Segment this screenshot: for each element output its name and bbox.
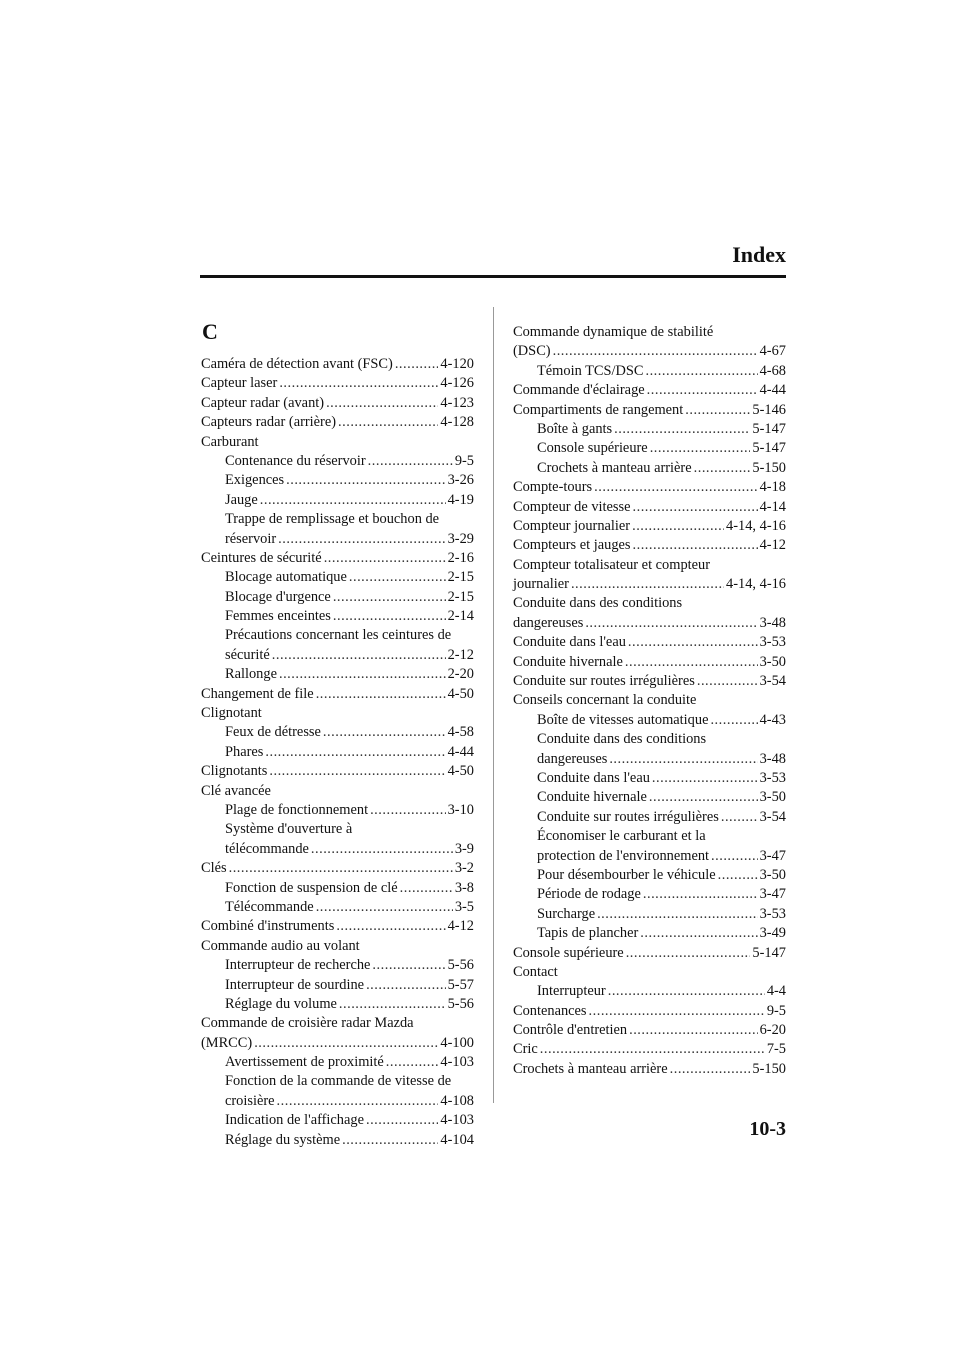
index-entry bbox=[513, 827, 786, 846]
index-entry bbox=[201, 723, 474, 742]
index-entry-text: Télécommande bbox=[225, 898, 314, 915]
index-entry-text: Interrupteur de recherche bbox=[225, 957, 371, 974]
dot-leader bbox=[594, 478, 757, 497]
index-entry-page: 3-53 bbox=[759, 905, 786, 922]
index-entry-page: 4-14 bbox=[759, 498, 786, 515]
index-entry-page: 2-20 bbox=[447, 666, 474, 683]
index-entry-page: 3-53 bbox=[759, 634, 786, 651]
dot-leader bbox=[311, 840, 453, 859]
dot-leader bbox=[323, 723, 446, 742]
dot-leader bbox=[670, 1060, 751, 1079]
index-entry-page: 5-147 bbox=[752, 440, 786, 457]
index-entry-text: protection de l'environnement bbox=[537, 847, 710, 864]
dot-leader bbox=[626, 944, 751, 963]
index-entry-page: 5-150 bbox=[752, 1060, 786, 1077]
dot-leader bbox=[608, 982, 765, 1001]
index-entry bbox=[513, 1060, 786, 1079]
index-entry-text: Précautions concernant les ceintures de bbox=[225, 627, 452, 644]
index-entry-text: Compteur journalier bbox=[513, 517, 631, 534]
index-entry bbox=[201, 704, 474, 723]
dot-leader bbox=[333, 607, 446, 626]
index-entry-page: 3-5 bbox=[454, 898, 474, 915]
dot-leader bbox=[339, 995, 446, 1014]
dot-leader bbox=[553, 342, 758, 361]
index-entry-page: 3-53 bbox=[759, 769, 786, 786]
index-entry bbox=[201, 530, 474, 549]
index-entry-text: Conduite hivernale bbox=[513, 653, 623, 670]
dot-leader bbox=[585, 614, 757, 633]
dot-leader bbox=[316, 898, 453, 917]
dot-leader bbox=[633, 498, 758, 517]
index-entry-text: (MRCC) bbox=[201, 1034, 253, 1051]
index-entry bbox=[513, 672, 786, 691]
index-entry bbox=[201, 1131, 474, 1150]
dot-leader bbox=[697, 672, 758, 691]
index-entry-page: 5-56 bbox=[447, 995, 474, 1012]
index-entry-text: Boîte à gants bbox=[537, 420, 613, 437]
index-entry-text: croisière bbox=[225, 1092, 275, 1109]
dot-leader bbox=[652, 769, 758, 788]
index-entry-page: 4-103 bbox=[440, 1112, 474, 1129]
index-entry-page: 5-56 bbox=[447, 957, 474, 974]
index-entry bbox=[201, 956, 474, 975]
index-entry-text: Console supérieure bbox=[537, 440, 648, 457]
index-entry-page: 2-14 bbox=[447, 608, 474, 625]
index-entry bbox=[201, 588, 474, 607]
index-entry bbox=[513, 1002, 786, 1021]
index-entry-text: Fonction de suspension de clé bbox=[225, 879, 398, 896]
index-entry-text: Réglage du volume bbox=[225, 995, 337, 1012]
index-entry-text: Clés bbox=[201, 860, 227, 877]
index-entry bbox=[513, 788, 786, 807]
index-entry-text: Crochets à manteau arrière bbox=[537, 459, 692, 476]
index-entry-text: Rallonge bbox=[225, 666, 277, 683]
index-entry-page: 3-54 bbox=[759, 808, 786, 825]
index-entry-page: 2-12 bbox=[447, 646, 474, 663]
index-entry-page: 4-4 bbox=[766, 983, 786, 1000]
dot-leader bbox=[279, 665, 446, 684]
dot-leader bbox=[721, 808, 758, 827]
index-entry bbox=[513, 517, 786, 536]
index-entry-page: 6-20 bbox=[759, 1022, 786, 1039]
dot-leader bbox=[625, 653, 758, 672]
index-entry-text: Pour désembourber le véhicule bbox=[537, 866, 716, 883]
dot-leader bbox=[633, 536, 758, 555]
index-entry-text: Tapis de plancher bbox=[537, 925, 639, 942]
index-entry-page: 4-68 bbox=[759, 362, 786, 379]
index-entry bbox=[201, 355, 474, 374]
index-entry-text: Caméra de détection avant (FSC) bbox=[201, 356, 393, 372]
index-entry bbox=[201, 626, 474, 645]
dot-leader bbox=[272, 646, 446, 665]
index-entry-page: 4-123 bbox=[440, 394, 474, 411]
index-entry-text: Cric bbox=[513, 1041, 538, 1058]
index-entry-page: 3-50 bbox=[759, 789, 786, 806]
dot-leader bbox=[265, 743, 445, 762]
index-entry-text: Blocage automatique bbox=[225, 569, 347, 586]
index-entry-text: Trappe de remplissage et bouchon de bbox=[225, 511, 440, 528]
dot-leader bbox=[628, 633, 758, 652]
index-entry-page: 4-120 bbox=[440, 356, 474, 372]
index-entry-text: Ceintures de sécurité bbox=[201, 549, 322, 566]
index-entry-page: 3-49 bbox=[759, 925, 786, 942]
dot-leader bbox=[640, 924, 757, 943]
index-entry bbox=[513, 401, 786, 420]
index-entry bbox=[513, 905, 786, 924]
index-entry-text: Contenance du réservoir bbox=[225, 452, 366, 469]
index-entry bbox=[201, 1111, 474, 1130]
index-entry bbox=[513, 653, 786, 672]
index-entry bbox=[513, 439, 786, 458]
index-entry-text: Combiné d'instruments bbox=[201, 918, 335, 935]
dot-leader bbox=[229, 859, 453, 878]
dot-leader bbox=[316, 685, 446, 704]
index-entry-page: 9-5 bbox=[454, 452, 474, 469]
index-entry bbox=[513, 808, 786, 827]
index-entry-page: 4-103 bbox=[440, 1054, 474, 1071]
index-entry bbox=[513, 750, 786, 769]
index-entry bbox=[513, 944, 786, 963]
dot-leader bbox=[650, 439, 751, 458]
index-entry-text: (DSC) bbox=[513, 343, 551, 360]
index-entry-text: Conduite dans des conditions bbox=[513, 595, 683, 612]
index-entry bbox=[513, 478, 786, 497]
index-entry bbox=[201, 995, 474, 1014]
index-entry-page: 4-104 bbox=[440, 1131, 474, 1148]
index-entry bbox=[513, 362, 786, 381]
index-entry-text: Système d'ouverture à bbox=[225, 821, 353, 838]
index-entry bbox=[513, 711, 786, 730]
index-entry-text: Console supérieure bbox=[513, 944, 624, 961]
index-entry-text: Capteurs radar (arrière) bbox=[201, 414, 337, 431]
index-entry-text: Réglage du système bbox=[225, 1131, 341, 1148]
index-entry-text: réservoir bbox=[225, 530, 277, 547]
dot-leader bbox=[629, 1021, 758, 1040]
index-entry-page: 4-43 bbox=[759, 711, 786, 728]
dot-leader bbox=[342, 1131, 438, 1150]
index-entry bbox=[201, 1014, 474, 1033]
index-entry-text: télécommande bbox=[225, 840, 309, 857]
index-entry bbox=[513, 1021, 786, 1040]
index-entry-page: 2-15 bbox=[447, 569, 474, 586]
header-rule bbox=[200, 275, 786, 278]
index-entry bbox=[513, 691, 786, 710]
dot-leader bbox=[338, 413, 438, 432]
index-entry-page: 4-108 bbox=[440, 1092, 474, 1109]
dot-leader bbox=[589, 1002, 765, 1021]
index-entry bbox=[201, 510, 474, 529]
index-entry-text: Compteurs et jauges bbox=[513, 537, 631, 554]
dot-leader bbox=[279, 374, 438, 393]
index-entry-text: Exigences bbox=[225, 472, 285, 489]
index-entry-text: Conduite sur routes irrégulières bbox=[537, 808, 719, 825]
section-letter: C bbox=[202, 319, 218, 344]
dot-leader bbox=[643, 885, 758, 904]
dot-leader bbox=[540, 1040, 765, 1059]
index-entry-text: Conduite dans l'eau bbox=[537, 769, 650, 786]
index-entry bbox=[201, 665, 474, 684]
index-entry-text: Conduite sur routes irrégulières bbox=[513, 673, 695, 690]
index-entry-page: 5-150 bbox=[752, 459, 786, 476]
index-entry-page: 3-8 bbox=[454, 879, 474, 896]
index-entry bbox=[201, 898, 474, 917]
index-entry bbox=[201, 879, 474, 898]
dot-leader bbox=[386, 1053, 439, 1072]
index-entry bbox=[201, 491, 474, 510]
dot-leader bbox=[718, 866, 758, 885]
index-entry bbox=[513, 420, 786, 439]
index-entry-page: 4-14, 4-16 bbox=[726, 517, 786, 534]
index-entry-text: Compartiments de rangement bbox=[513, 401, 684, 418]
index-entry bbox=[201, 1072, 474, 1091]
index-entry-text: Clignotant bbox=[201, 705, 262, 722]
index-entry bbox=[201, 762, 474, 781]
dot-leader bbox=[333, 588, 446, 607]
dot-leader bbox=[260, 491, 446, 510]
index-entry bbox=[513, 594, 786, 613]
index-entry-page: 5-146 bbox=[752, 401, 786, 418]
index-entry-text: Clignotants bbox=[201, 763, 268, 780]
index-entry bbox=[201, 568, 474, 587]
dot-leader bbox=[647, 381, 758, 400]
index-entry-text: Interrupteur bbox=[537, 983, 606, 1000]
index-entry-page: 4-14, 4-16 bbox=[726, 576, 786, 593]
index-entry-page: 3-50 bbox=[759, 653, 786, 670]
index-entry-page: 3-48 bbox=[759, 614, 786, 631]
index-entry bbox=[201, 413, 474, 432]
index-entry-page: 4-50 bbox=[447, 685, 474, 702]
index-entry bbox=[513, 536, 786, 555]
dot-leader bbox=[645, 362, 757, 381]
index-entry bbox=[201, 976, 474, 995]
index-entry bbox=[201, 917, 474, 936]
index-entry bbox=[513, 1040, 786, 1059]
index-entry bbox=[513, 730, 786, 749]
index-entry-page: 3-26 bbox=[447, 472, 474, 489]
index-column-right bbox=[513, 323, 786, 1079]
index-entry bbox=[201, 840, 474, 859]
index-entry-text: Femmes enceintes bbox=[225, 608, 331, 625]
dot-leader bbox=[370, 801, 446, 820]
index-entry-text: Phares bbox=[225, 743, 264, 760]
index-entry-text: Compteur totalisateur et compteur bbox=[513, 556, 711, 573]
index-entry bbox=[513, 459, 786, 478]
dot-leader bbox=[614, 420, 750, 439]
index-entry bbox=[201, 471, 474, 490]
index-entry bbox=[201, 433, 474, 452]
index-entry-page: 3-2 bbox=[454, 860, 474, 877]
index-entry-page: 7-5 bbox=[766, 1041, 786, 1058]
dot-leader bbox=[609, 750, 757, 769]
index-column-left bbox=[201, 355, 474, 1150]
dot-leader bbox=[254, 1034, 438, 1053]
index-entry-page: 5-147 bbox=[752, 420, 786, 437]
index-entry bbox=[513, 866, 786, 885]
index-entry-text: Fonction de la commande de vitesse de bbox=[225, 1073, 452, 1090]
dot-leader bbox=[649, 788, 758, 807]
index-entry-page: 5-57 bbox=[447, 976, 474, 993]
index-entry-page: 4-67 bbox=[759, 343, 786, 360]
index-entry-page: 4-44 bbox=[759, 382, 786, 399]
index-entry-page: 3-10 bbox=[447, 801, 474, 818]
index-entry-text: Plage de fonctionnement bbox=[225, 801, 369, 818]
index-entry bbox=[201, 394, 474, 413]
page-number: 10-3 bbox=[749, 1118, 786, 1140]
index-entry-page: 4-18 bbox=[759, 479, 786, 496]
index-entry-text: Jauge bbox=[225, 491, 258, 508]
dot-leader bbox=[286, 471, 445, 490]
index-entry-text: Contact bbox=[513, 963, 558, 980]
index-entry bbox=[513, 885, 786, 904]
index-entry bbox=[201, 685, 474, 704]
index-entry-page: 4-12 bbox=[447, 918, 474, 935]
page-header-title: Index bbox=[732, 242, 786, 267]
index-entry-page: 4-126 bbox=[440, 375, 474, 392]
index-entry-page: 4-12 bbox=[759, 537, 786, 554]
index-entry bbox=[513, 769, 786, 788]
index-entry bbox=[513, 575, 786, 594]
index-entry bbox=[201, 374, 474, 393]
index-entry-text: Indication de l'affichage bbox=[225, 1112, 364, 1129]
index-entry-page: 3-29 bbox=[447, 530, 474, 547]
dot-leader bbox=[710, 711, 757, 730]
column-divider bbox=[493, 307, 494, 1103]
index-entry-text: Économiser le carburant et la bbox=[537, 828, 706, 845]
index-entry-text: Compteur de vitesse bbox=[513, 498, 631, 515]
index-entry bbox=[201, 782, 474, 801]
dot-leader bbox=[597, 905, 758, 924]
index-entry bbox=[513, 323, 786, 342]
index-entry-page: 3-48 bbox=[759, 750, 786, 767]
index-entry bbox=[513, 847, 786, 866]
index-entry-page: 4-58 bbox=[447, 724, 474, 741]
index-entry-page: 5-147 bbox=[752, 944, 786, 961]
index-entry-text: Commande de croisière radar Mazda bbox=[201, 1015, 414, 1032]
index-entry-text: Commande d'éclairage bbox=[513, 382, 645, 399]
dot-leader bbox=[277, 1092, 439, 1111]
index-entry bbox=[201, 646, 474, 665]
dot-leader bbox=[366, 1111, 438, 1130]
dot-leader bbox=[278, 530, 445, 549]
index-entry-page: 4-19 bbox=[447, 491, 474, 508]
index-entry-text: dangereuses bbox=[537, 750, 608, 767]
dot-leader bbox=[632, 517, 724, 536]
index-entry bbox=[513, 963, 786, 982]
index-entry-text: Carburant bbox=[201, 433, 259, 450]
index-entry-text: Commande dynamique de stabilité bbox=[513, 324, 714, 340]
index-entry-text: Feux de détresse bbox=[225, 724, 321, 741]
index-entry-text: Contenances bbox=[513, 1002, 587, 1019]
dot-leader bbox=[368, 452, 453, 471]
index-entry-text: Boîte de vitesses automatique bbox=[537, 711, 709, 728]
index-entry-text: Conduite hivernale bbox=[537, 789, 647, 806]
dot-leader bbox=[372, 956, 445, 975]
index-entry bbox=[513, 924, 786, 943]
index-entry-text: Conduite dans l'eau bbox=[513, 634, 626, 651]
index-entry-text: Conseils concernant la conduite bbox=[513, 692, 697, 709]
index-entry-page: 3-47 bbox=[759, 847, 786, 864]
index-entry-page: 3-47 bbox=[759, 886, 786, 903]
dot-leader bbox=[366, 976, 446, 995]
index-entry-text: Blocage d'urgence bbox=[225, 588, 331, 605]
index-entry bbox=[201, 801, 474, 820]
index-entry-text: Commande audio au volant bbox=[201, 937, 360, 954]
index-entry-page: 3-54 bbox=[759, 673, 786, 690]
index-entry bbox=[513, 498, 786, 517]
index-entry bbox=[201, 452, 474, 471]
index-entry-text: Crochets à manteau arrière bbox=[513, 1060, 668, 1077]
index-entry-page: 4-50 bbox=[447, 763, 474, 780]
index-entry bbox=[201, 937, 474, 956]
index-entry-text: Capteur laser bbox=[201, 375, 278, 392]
index-entry-text: Période de rodage bbox=[537, 886, 641, 903]
dot-leader bbox=[685, 401, 750, 420]
index-entry bbox=[201, 1092, 474, 1111]
index-entry-text: sécurité bbox=[225, 646, 270, 663]
index-entry-text: Contrôle d'entretien bbox=[513, 1022, 628, 1039]
index-entry bbox=[513, 381, 786, 400]
dot-leader bbox=[395, 355, 439, 374]
index-entry-text: Surcharge bbox=[537, 905, 596, 922]
dot-leader bbox=[571, 575, 724, 594]
index-entry bbox=[201, 1034, 474, 1053]
dot-leader bbox=[336, 917, 445, 936]
index-entry-text: journalier bbox=[513, 576, 569, 593]
index-entry-text: Clé avancée bbox=[201, 782, 271, 799]
index-entry-page: 2-16 bbox=[447, 549, 474, 566]
dot-leader bbox=[269, 762, 445, 781]
index-entry bbox=[201, 549, 474, 568]
index-entry-page: 4-128 bbox=[440, 414, 474, 431]
dot-leader bbox=[326, 394, 438, 413]
index-entry bbox=[513, 982, 786, 1001]
index-entry-text: Conduite dans des conditions bbox=[537, 731, 707, 748]
index-entry-page: 2-15 bbox=[447, 588, 474, 605]
index-entry-text: Avertissement de proximité bbox=[225, 1054, 384, 1071]
index-entry bbox=[201, 1053, 474, 1072]
index-entry bbox=[513, 556, 786, 575]
index-entry bbox=[513, 342, 786, 361]
dot-leader bbox=[324, 549, 446, 568]
index-entry-text: Témoin TCS/DSC bbox=[537, 362, 644, 379]
index-entry-page: 3-50 bbox=[759, 866, 786, 883]
index-entry bbox=[201, 820, 474, 839]
index-entry-text: Compte-tours bbox=[513, 479, 593, 496]
dot-leader bbox=[694, 459, 751, 478]
index-entry-text: Interrupteur de sourdine bbox=[225, 976, 365, 993]
index-entry bbox=[201, 743, 474, 762]
index-entry-text: dangereuses bbox=[513, 614, 584, 631]
index-entry bbox=[201, 859, 474, 878]
index-entry-page: 9-5 bbox=[766, 1002, 786, 1019]
index-entry-page: 4-100 bbox=[440, 1034, 474, 1051]
dot-leader bbox=[400, 879, 453, 898]
dot-leader bbox=[711, 847, 758, 866]
index-entry-text: Changement de file bbox=[201, 685, 314, 702]
index-entry-text: Capteur radar (avant) bbox=[201, 394, 325, 411]
index-entry-page: 3-9 bbox=[454, 840, 474, 857]
dot-leader bbox=[349, 568, 446, 587]
index-entry-page: 4-44 bbox=[447, 743, 474, 760]
index-entry bbox=[201, 607, 474, 626]
index-entry bbox=[513, 633, 786, 652]
index-entry bbox=[513, 614, 786, 633]
